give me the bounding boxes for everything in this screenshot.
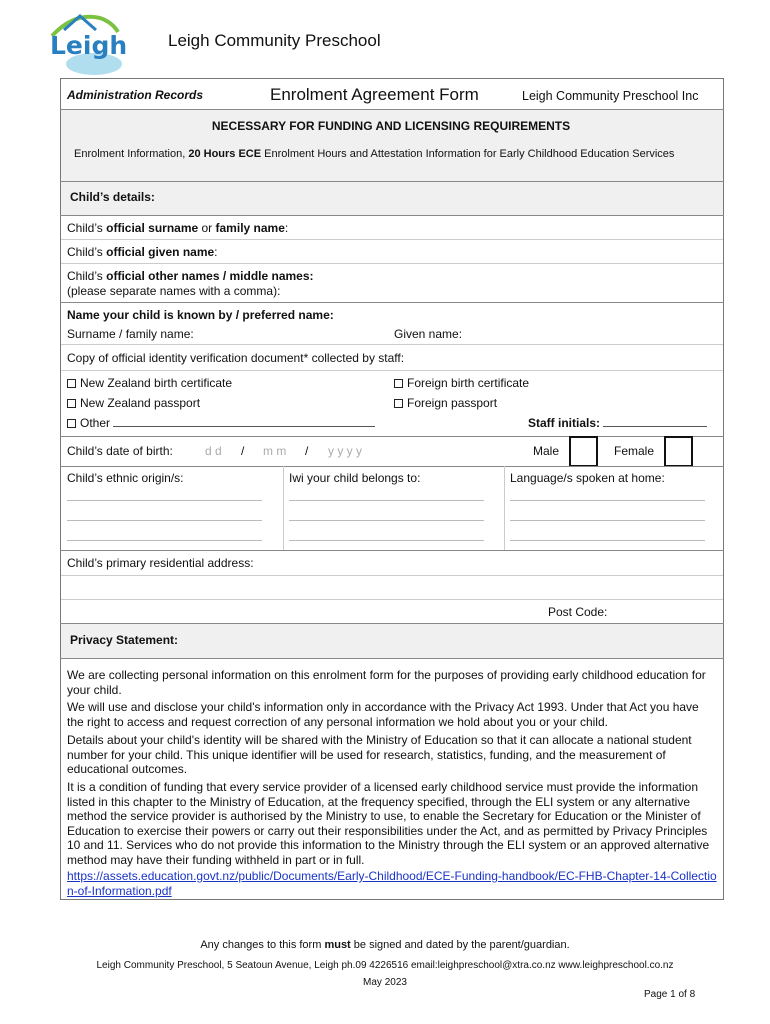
row-divider	[61, 263, 723, 264]
intro-line: Enrolment Information, 20 Hours ECE Enrolment Hours and Attestation Information for Early Childhood Education Services	[74, 148, 675, 160]
dob-label: Child’s date of birth:	[67, 444, 173, 458]
staff-initials-blank[interactable]	[603, 426, 707, 427]
other-names-note: (please separate names with a comma):	[67, 284, 281, 298]
dob-separator: /	[305, 444, 309, 458]
divider	[60, 436, 724, 437]
iwi-lines[interactable]	[289, 500, 484, 541]
female-label: Female	[614, 444, 655, 458]
checkbox-icon[interactable]	[67, 419, 76, 428]
postcode-field[interactable]: Post Code:	[548, 605, 608, 619]
preschool-logo	[46, 10, 126, 76]
female-checkbox[interactable]	[664, 436, 693, 467]
form-title: Enrolment Agreement Form	[270, 85, 479, 104]
school-title: Leigh Community Preschool	[168, 31, 381, 50]
contact-line: Leigh Community Preschool, 5 Seatoun Avenue, Leigh ph.09 4226516 email:leighpreschool@xtra.co.nz www.leighpreschool.co.nz	[96, 960, 674, 971]
dob-year-input[interactable]: y y y y	[328, 444, 363, 458]
row-divider	[61, 344, 723, 345]
svg-text:Leigh: Leigh	[50, 31, 126, 60]
address-line[interactable]	[61, 599, 723, 600]
privacy-heading: Privacy Statement:	[70, 633, 179, 647]
divider	[60, 302, 724, 303]
address-label: Child’s primary residential address:	[67, 556, 254, 570]
foreign-passport-option[interactable]: Foreign passport	[394, 396, 497, 410]
organisation-name: Leigh Community Preschool Inc	[522, 89, 699, 103]
ethnic-origin-lines[interactable]	[67, 500, 262, 541]
divider	[60, 658, 724, 659]
id-document-label: Copy of official identity verification document* collected by staff:	[67, 351, 405, 365]
official-surname-field[interactable]: Child’s official surname or family name:	[67, 221, 289, 235]
checkbox-icon[interactable]	[394, 399, 403, 408]
checkbox-icon[interactable]	[67, 399, 76, 408]
admin-records-label: Administration Records	[67, 88, 204, 102]
staff-initials-field[interactable]: Staff initials:	[528, 416, 707, 430]
form-date: May 2023	[363, 977, 407, 988]
privacy-paragraph-4: It is a condition of funding that every service provider of a licensed early childhood service must provide the information listed in this chapter to the Ministry of Education, at the frequency specified, through the ELI system or any alternative method the service provider is authorised by the Ministry to use, to enable the Secretary for Education or the Minister of Education to exercise their powers or carry out their responsibilities under the Act, and as permitted by Privacy Principles 10 and 11. Services who do not provide this information to the Ministry through the ELI system or an approved alternative method may have their funding withheld in part or in full.	[67, 780, 710, 867]
preferred-surname-field[interactable]: Surname / family name:	[67, 327, 194, 341]
official-other-names-field[interactable]: Child’s official other names / middle names:	[67, 269, 314, 283]
checkbox-icon[interactable]	[394, 379, 403, 388]
dob-day-input[interactable]: d d	[205, 444, 222, 458]
divider	[60, 215, 724, 216]
column-divider	[504, 466, 505, 550]
male-checkbox[interactable]	[569, 436, 598, 467]
funding-heading: NECESSARY FOR FUNDING AND LICENSING REQUIREMENTS	[211, 119, 571, 133]
other-blank[interactable]	[113, 426, 375, 427]
row-divider	[61, 239, 723, 240]
other-option[interactable]: Other	[67, 416, 375, 430]
row-divider	[61, 370, 723, 371]
privacy-paragraph-3: Details about your child's identity will be shared with the Ministry of Education so that it can allocate a national student number for your child. This unique identifier will be used for research, statistics, funding, and the measurement of educational outcomes.	[67, 733, 692, 776]
page-number: Page 1 of 8	[644, 989, 696, 1000]
preferred-given-name-field[interactable]: Given name:	[394, 327, 463, 341]
ethnic-origin-label: Child’s ethnic origin/s:	[67, 471, 184, 485]
male-label: Male	[533, 444, 560, 458]
iwi-label: Iwi your child belongs to:	[289, 471, 421, 485]
nz-birth-cert-option[interactable]: New Zealand birth certificate	[67, 376, 232, 390]
column-divider	[283, 466, 284, 550]
signature-note: Any changes to this form must be signed and dated by the parent/guardian.	[200, 939, 570, 951]
child-details-header	[61, 182, 723, 215]
dob-separator: /	[241, 444, 245, 458]
language-label: Language/s spoken at home:	[510, 471, 665, 485]
privacy-paragraph-2: We will use and disclose your child's information only in accordance with the Privacy Act 1993. Under that Act you have the right to access and request correction of any personal information we hold about you or your child.	[67, 700, 699, 729]
dob-month-input[interactable]: m m	[263, 444, 287, 458]
language-lines[interactable]	[510, 500, 705, 541]
child-details-heading: Child’s details:	[70, 190, 155, 204]
preferred-name-label: Name your child is known by / preferred name:	[67, 308, 334, 322]
divider	[60, 550, 724, 551]
address-line[interactable]	[61, 575, 723, 576]
official-given-name-field[interactable]: Child’s official given name:	[67, 245, 218, 259]
foreign-birth-cert-option[interactable]: Foreign birth certificate	[394, 376, 529, 390]
nz-passport-option[interactable]: New Zealand passport	[67, 396, 200, 410]
funding-handbook-link[interactable]: https://assets.education.govt.nz/public/Documents/Early-Childhood/ECE-Funding-handbook/EC-FHB-Chapter-14-Collection-of-Information.pdf	[67, 869, 717, 898]
divider	[60, 466, 724, 467]
privacy-paragraph-1: We are collecting personal information on this enrolment form for the purposes of providing early childhood education for your child.	[67, 668, 706, 697]
checkbox-icon[interactable]	[67, 379, 76, 388]
